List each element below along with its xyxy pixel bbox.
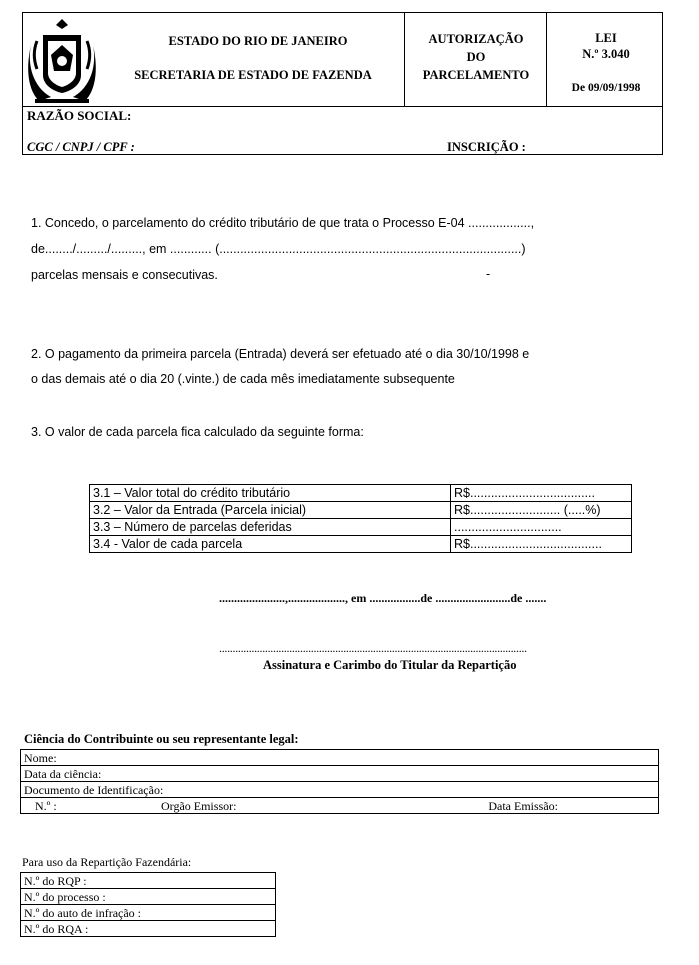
table-row: [90, 485, 632, 502]
header-divider-2: [546, 13, 547, 106]
row-label: 3.4 - Valor de cada parcela: [90, 536, 451, 553]
row-value[interactable]: ...............................: [451, 519, 632, 536]
doc-title-line-1: AUTORIZAÇÃO: [428, 32, 524, 46]
row-label: 3.1 – Valor total do crédito tributário: [90, 485, 451, 502]
doc-title-line-2: DO: [466, 50, 486, 64]
clause-3-line-1: 3. O valor de cada parcela fica calculado da seguinte forma:: [31, 425, 364, 439]
header-rule: [23, 106, 662, 107]
reparticao-title: Para uso da Repartição Fazendária:: [22, 855, 192, 869]
row-value[interactable]: R$.......................... (.....%): [451, 502, 632, 519]
stray-mark: -: [486, 267, 491, 281]
clause-1-line-1: 1. Concedo, o parcelamento do crédito tributário de que trata o Processo E-04 ..................,: [31, 216, 535, 230]
processo-field[interactable]: N.º do processo :: [21, 889, 276, 905]
documento-field[interactable]: Documento de Identificação:: [21, 782, 659, 798]
table-row: [90, 519, 632, 536]
razao-social-label: RAZÃO SOCIAL:: [27, 108, 132, 123]
orgao-field[interactable]: [158, 798, 424, 814]
orgao-label: Orgão Emissor:: [161, 798, 237, 813]
clause-1-line-3: parcelas mensais e consecutivas.: [31, 268, 218, 282]
place-date-line: ......................,..................., em .................de .........................de .......: [219, 591, 547, 605]
clause-2-line-1: 2. O pagamento da primeira parcela (Entrada) deverá ser efetuado até o dia 30/10/1998 e: [31, 347, 530, 361]
table-row: [90, 502, 632, 519]
state-name: ESTADO DO RIO DE JANEIRO: [168, 34, 348, 48]
rqp-field[interactable]: N.º do RQP :: [21, 873, 276, 889]
clause-1-line-2: de......../........./........., em ............ (.......................................................................................): [31, 242, 526, 256]
cgc-label: CGC / CNPJ / CPF :: [27, 140, 135, 154]
nome-field[interactable]: Nome:: [21, 750, 659, 766]
rqa-field[interactable]: N.º do RQA :: [21, 921, 276, 937]
law-number: N.º 3.040: [582, 47, 630, 61]
law-date: De 09/09/1998: [571, 82, 641, 94]
law-label: LEI: [595, 31, 617, 45]
coat-of-arms-icon: [25, 15, 99, 103]
installment-calc-table: [89, 484, 632, 553]
contribuinte-title: Ciência do Contribuinte ou seu representante legal:: [24, 732, 299, 746]
secretariat-name: SECRETARIA DE ESTADO DE FAZENDA: [134, 68, 372, 82]
table-row: [90, 536, 632, 553]
numero-field[interactable]: N.º :: [21, 798, 159, 814]
row-value[interactable]: R$......................................: [451, 536, 632, 553]
header-box: [22, 12, 663, 155]
doc-title-line-3: PARCELAMENTO: [422, 68, 530, 82]
contribuinte-form: [20, 749, 659, 814]
clause-2-line-2: o das demais até o dia 20 (.vinte.) de cada mês imediatamente subsequente: [31, 372, 455, 386]
data-ciencia-field[interactable]: Data da ciência:: [21, 766, 659, 782]
auto-infracao-field[interactable]: N.º do auto de infração :: [21, 905, 276, 921]
row-label: 3.2 – Valor da Entrada (Parcela inicial): [90, 502, 451, 519]
header-divider-1: [404, 13, 405, 106]
data-emissao-field[interactable]: Data Emissão:: [424, 798, 659, 814]
signature-caption: Assinatura e Carimbo do Titular da Repartição: [263, 658, 517, 672]
signature-line: ..................................................................................................................: [219, 641, 527, 655]
reparticao-form: [20, 872, 276, 937]
inscricao-label: INSCRIÇÃO :: [447, 140, 526, 154]
row-value[interactable]: R$....................................: [451, 485, 632, 502]
row-label: 3.3 – Número de parcelas deferidas: [90, 519, 451, 536]
